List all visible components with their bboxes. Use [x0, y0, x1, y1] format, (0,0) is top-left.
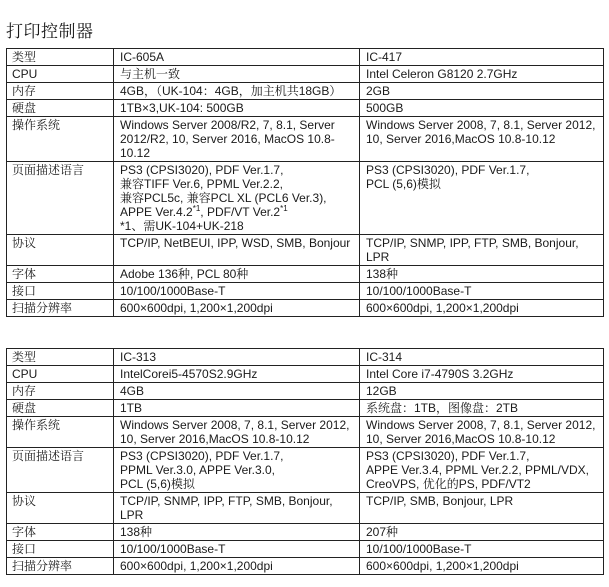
row-label: 内存	[7, 83, 114, 100]
row-label: CPU	[7, 66, 114, 83]
row-label: 硬盘	[7, 100, 114, 117]
spec-value: 系统盘：1TB，图像盘：2TB	[360, 400, 604, 417]
table-row-memory	[7, 83, 604, 100]
row-label: CPU	[7, 366, 114, 383]
spec-value: 138种	[360, 266, 604, 283]
row-label: 内存	[7, 383, 114, 400]
model-name: IC-417	[360, 49, 604, 66]
spec-value: Intel Celeron G8120 2.7GHz	[360, 66, 604, 83]
page-title: 打印控制器	[6, 22, 94, 41]
row-label: 扫描分辨率	[7, 300, 114, 317]
table-row-hdd	[7, 100, 604, 117]
spec-value: 600×600dpi, 1,200×1,200dpi	[114, 558, 360, 575]
spec-value: 600×600dpi, 1,200×1,200dpi	[360, 558, 604, 575]
row-label: 类型	[7, 49, 114, 66]
table-row-font	[7, 524, 604, 541]
row-label: 页面描述语言	[7, 448, 114, 493]
spec-value: PS3 (CPSI3020), PDF Ver.1.7, 兼容TIFF Ver.6, PPML Ver.2.2, 兼容PCL5c, 兼容PCL XL (PCL6 Ver.3), APPE Ver.4.2$^{*1}$, PDF/VT Ver.2$^{*1}$ *1、需UK-104+UK-218	[114, 162, 360, 235]
table-row-hdd	[7, 400, 604, 417]
spec-table-2	[6, 348, 604, 575]
table-row-interface	[7, 541, 604, 558]
table-row-scan-resolution	[7, 558, 604, 575]
model-name: IC-605A	[114, 49, 360, 66]
table-row-type	[7, 349, 604, 366]
spec-value: 10/100/1000Base-T	[114, 541, 360, 558]
spec-value: 4GB，（UK-104：4GB，加主机共18GB）	[114, 83, 360, 100]
spec-value: PS3 (CPSI3020), PDF Ver.1.7, APPE Ver.3.4, PPML Ver.2.2, PPML/VDX, CreoVPS, 优化的PS, PDF/VT2	[360, 448, 604, 493]
spec-value: IntelCorei5-4570S2.9GHz	[114, 366, 360, 383]
row-label: 操作系统	[7, 417, 114, 448]
spec-value: 500GB	[360, 100, 604, 117]
spec-value: Intel Core i7-4790S 3.2GHz	[360, 366, 604, 383]
table-row-type	[7, 49, 604, 66]
row-label: 硬盘	[7, 400, 114, 417]
spec-value: 1TB×3,UK-104: 500GB	[114, 100, 360, 117]
row-label: 字体	[7, 266, 114, 283]
table-row-pdl	[7, 162, 604, 235]
spec-value: 600×600dpi, 1,200×1,200dpi	[360, 300, 604, 317]
spec-value: Windows Server 2008/R2, 7, 8.1, Server 2012/R2, 10, Server 2016, MacOS 10.8-10.12	[114, 117, 360, 162]
row-label: 页面描述语言	[7, 162, 114, 235]
table-row-protocol	[7, 493, 604, 524]
model-name: IC-314	[360, 349, 604, 366]
spec-value: Windows Server 2008, 7, 8.1, Server 2012, 10, Server 2016,MacOS 10.8-10.12	[114, 417, 360, 448]
table-row-pdl	[7, 448, 604, 493]
spec-value: TCP/IP, SNMP, IPP, FTP, SMB, Bonjour, LPR	[114, 493, 360, 524]
spec-value: 10/100/1000Base-T	[114, 283, 360, 300]
row-label: 协议	[7, 235, 114, 266]
row-label: 类型	[7, 349, 114, 366]
table-row-scan-resolution	[7, 300, 604, 317]
spec-value: Windows Server 2008, 7, 8.1, Server 2012, 10, Server 2016,MacOS 10.8-10.12	[360, 417, 604, 448]
model-name: IC-313	[114, 349, 360, 366]
table-row-memory	[7, 383, 604, 400]
row-label: 协议	[7, 493, 114, 524]
spec-value: Windows Server 2008, 7, 8.1, Server 2012, 10, Server 2016,MacOS 10.8-10.12	[360, 117, 604, 162]
row-label: 字体	[7, 524, 114, 541]
table-row-cpu	[7, 66, 604, 83]
spec-value: TCP/IP, NetBEUI, IPP, WSD, SMB, Bonjour	[114, 235, 360, 266]
spec-value: TCP/IP, SNMP, IPP, FTP, SMB, Bonjour, LPR	[360, 235, 604, 266]
spec-table-1	[6, 48, 604, 317]
spec-value: Adobe 136种, PCL 80种	[114, 266, 360, 283]
spec-value: 10/100/1000Base-T	[360, 283, 604, 300]
table-row-cpu	[7, 366, 604, 383]
table-row-font	[7, 266, 604, 283]
table-row-os	[7, 417, 604, 448]
spec-value: 4GB	[114, 383, 360, 400]
spec-value: PS3 (CPSI3020), PDF Ver.1.7, PCL (5,6)模拟	[360, 162, 604, 235]
row-label: 操作系统	[7, 117, 114, 162]
table-row-protocol	[7, 235, 604, 266]
row-label: 接口	[7, 541, 114, 558]
spec-value: 600×600dpi, 1,200×1,200dpi	[114, 300, 360, 317]
spec-value: 2GB	[360, 83, 604, 100]
row-label: 接口	[7, 283, 114, 300]
table-row-os	[7, 117, 604, 162]
spec-value: 10/100/1000Base-T	[360, 541, 604, 558]
spec-value: TCP/IP, SMB, Bonjour, LPR	[360, 493, 604, 524]
spec-value: 与主机一致	[114, 66, 360, 83]
spec-value: 12GB	[360, 383, 604, 400]
table-row-interface	[7, 283, 604, 300]
spec-value: PS3 (CPSI3020), PDF Ver.1.7, PPML Ver.3.0, APPE Ver.3.0, PCL (5,6)模拟	[114, 448, 360, 493]
spec-value: 138种	[114, 524, 360, 541]
row-label: 扫描分辨率	[7, 558, 114, 575]
spec-value: 1TB	[114, 400, 360, 417]
spec-value: 207种	[360, 524, 604, 541]
